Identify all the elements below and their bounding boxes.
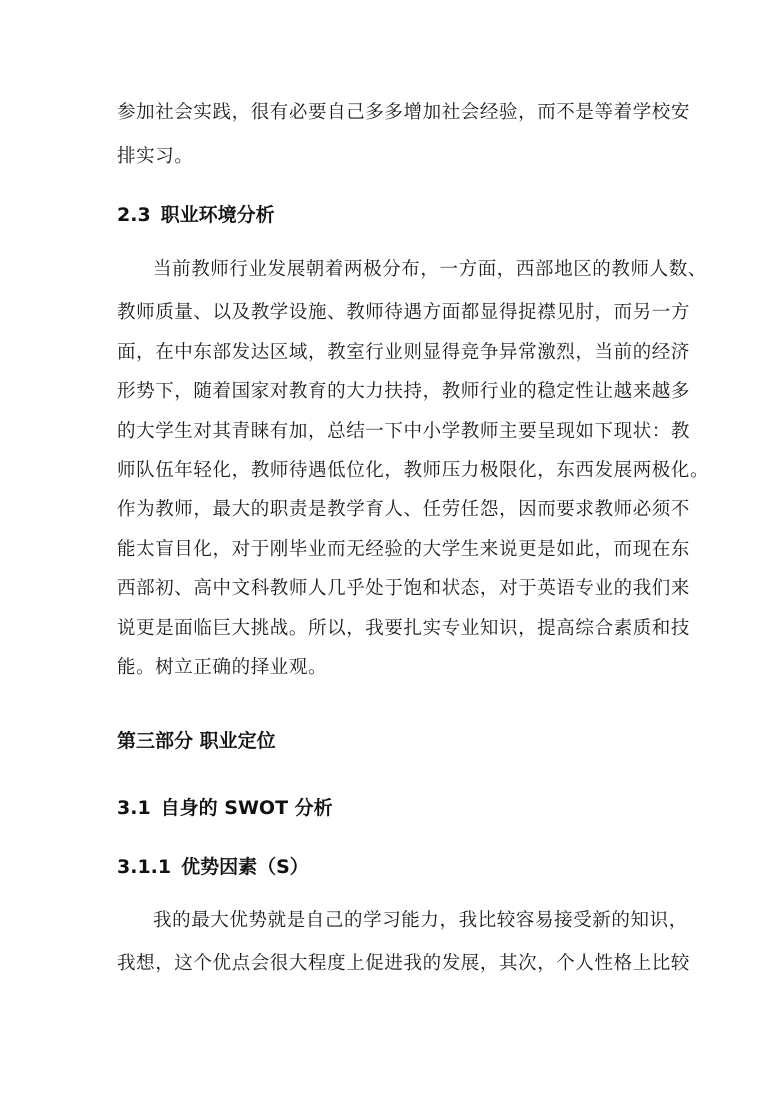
section-2-3-line-9: 西部初、高中文科教师人几乎处于饱和状态，对于英语专业的我们来 <box>117 578 691 599</box>
section-3-1-1-line-2: 我想，这个优点会很大程度上促进我的发展，其次，个人性格上比较 <box>117 953 691 974</box>
section-2-3-line-5: 的大学生对其青睐有加，总结一下中小学教师主要呈现如下现状：教 <box>117 421 691 442</box>
top-paragraph-line-2: 排实习。 <box>117 146 194 167</box>
section-3-1-1-title: 优势因素（S） <box>181 856 309 878</box>
section-3-1-title: 自身的 SWOT 分析 <box>160 797 333 819</box>
section-2-3-title: 职业环境分析 <box>160 204 275 226</box>
section-2-3-line-11: 能。树立正确的择业观。 <box>117 657 328 678</box>
section-2-3-line-10: 说更是面临巨大挑战。所以，我要扎实专业知识，提高综合素质和技 <box>117 618 691 639</box>
section-2-3-heading <box>117 202 275 228</box>
section-3-1-heading <box>117 795 333 821</box>
section-3-1-1-heading <box>117 854 309 880</box>
section-2-3-line-8: 能太盲目化，对于刚毕业而无经验的大学生来说更是如此，而现在东 <box>117 539 691 560</box>
section-2-3-line-6: 师队伍年轻化，教师待遇低位化，教师压力极限化，东西发展两极化。 <box>117 460 710 481</box>
section-3-1-number: 3.1 <box>117 797 151 819</box>
top-paragraph-line-1: 参加社会实践，很有必要自己多多增加社会经验，而不是等着学校安 <box>117 102 691 123</box>
section-3-1-1-number: 3.1.1 <box>117 856 172 878</box>
section-3-1-1-line-1: 我的最大优势就是自己的学习能力，我比较容易接受新的知识， <box>153 910 688 931</box>
section-2-3-line-3: 面，在中东部发达区域，教室行业则显得竞争异常激烈，当前的经济 <box>117 342 691 363</box>
part-3-heading: 第三部分 职业定位 <box>117 730 276 752</box>
section-2-3-number: 2.3 <box>117 204 151 226</box>
section-2-3-line-2: 教师质量、以及教学设施、教师待遇方面都显得捉襟见肘，而另一方 <box>117 302 691 323</box>
section-2-3-line-1: 当前教师行业发展朝着两极分布，一方面，西部地区的教师人数、 <box>153 259 707 280</box>
section-2-3-line-7: 作为教师，最大的职责是教学育人、任劳任怨，因而要求教师必须不 <box>117 499 691 520</box>
section-2-3-line-4: 形势下，随着国家对教育的大力扶持，教师行业的稳定性让越来越多 <box>117 381 691 402</box>
